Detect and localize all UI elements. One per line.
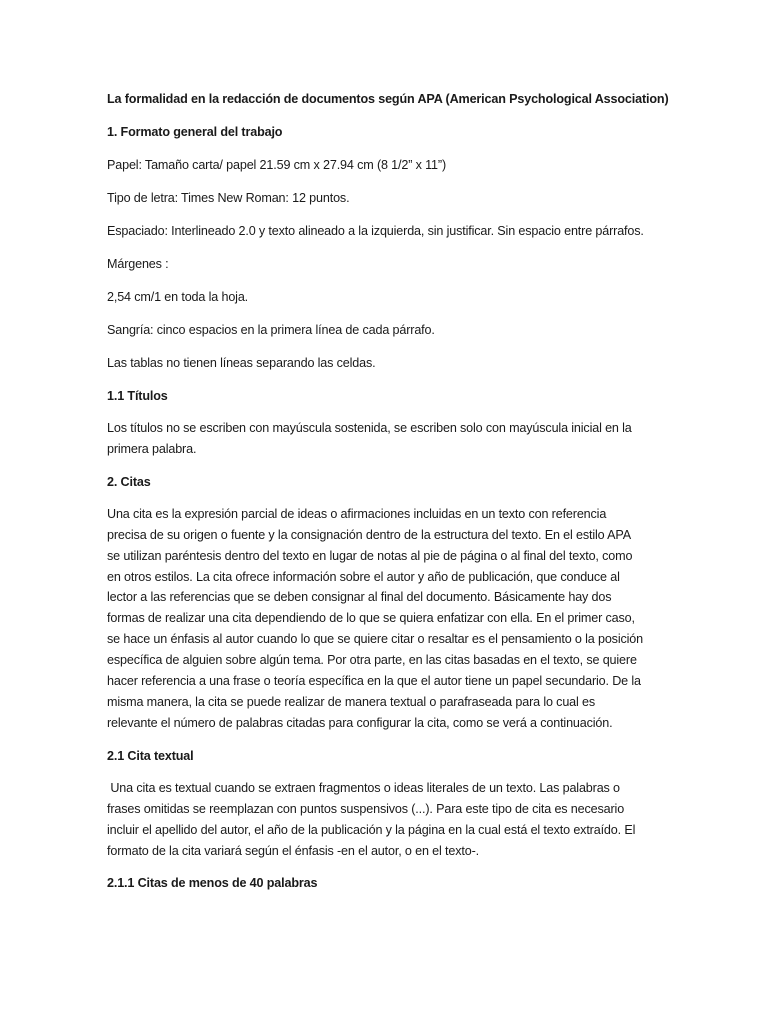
paragraph-citas: [107, 504, 667, 734]
tables-spec: Las tablas no tienen líneas separando las celdas.: [107, 356, 376, 370]
paragraph-cita-textual: [107, 778, 667, 862]
margins-label: Márgenes :: [107, 257, 169, 271]
paper-spec: Papel: Tamaño carta/ papel 21.59 cm x 27.94 cm (8 1/2” x 11”): [107, 158, 446, 172]
heading-formato-general: 1. Formato general del trabajo: [107, 125, 283, 139]
paragraph-line: misma manera, la cita se puede realizar de manera textual o parafraseada para lo cual es: [107, 694, 596, 709]
heading-cita-textual: 2.1 Cita textual: [107, 748, 194, 763]
paragraph-line: específica de alguien sobre algún tema. Por otra parte, en las citas basadas en el texto, se quiere: [107, 653, 637, 668]
paragraph-line: Los títulos no se escriben con mayúscula sostenida, se escriben solo con mayúscula inicial en la: [107, 421, 632, 435]
heading-titulos: 1.1 Títulos: [107, 389, 168, 403]
heading-citas-menos-40: 2.1.1 Citas de menos de 40 palabras: [107, 876, 318, 891]
paragraph-line: se hace un énfasis al autor cuando lo que se quiere citar o resaltar es el pensamiento o la posición: [107, 632, 643, 647]
paragraph-line: hacer referencia a una frase o teoría específica en la que el autor tiene un papel secundario. De la: [107, 674, 641, 689]
paragraph-line: formas de realizar una cita dependiendo de lo que se quiera enfatizar con ella. En el primer caso,: [107, 611, 635, 626]
paragraph-line: lector a las referencias que se deben consignar al final del documento. Básicamente hay dos: [107, 590, 612, 605]
paragraph-line: precisa de su origen o fuente y la consignación dentro de la estructura del texto. En el estilo APA: [107, 527, 631, 542]
font-spec: Tipo de letra: Times New Roman: 12 puntos.: [107, 191, 350, 205]
paragraph-line: en otros estilos. La cita ofrece información sobre el autor y año de publicación, que conduce al: [107, 569, 620, 584]
paragraph-line: primera palabra.: [107, 441, 197, 456]
paragraph-line: se utilizan paréntesis dentro del texto en lugar de notas al pie de página o al final del texto, como: [107, 548, 633, 563]
paragraph-line: formato de la cita variará según el énfasis -en el autor, o en el texto-.: [107, 843, 479, 858]
paragraph-line: incluir el apellido del autor, el año de la publicación y la página en la cual está el texto extraído. El: [107, 822, 636, 837]
indent-spec: Sangría: cinco espacios en la primera línea de cada párrafo.: [107, 323, 435, 337]
document-title: La formalidad en la redacción de documentos según APA (American Psychological Association): [107, 92, 669, 106]
paragraph-line: frases omitidas se reemplazan con puntos suspensivos (...). Para este tipo de cita es necesario: [107, 801, 625, 816]
document-page: [107, 88, 667, 905]
margins-value: 2,54 cm/1 en toda la hoja.: [107, 290, 249, 304]
paragraph-line: Una cita es textual cuando se extraen fragmentos o ideas literales de un texto. Las palabras o: [107, 780, 620, 795]
heading-citas: 2. Citas: [107, 474, 151, 489]
paragraph-line: Una cita es la expresión parcial de ideas o afirmaciones incluidas en un texto con referencia: [107, 506, 607, 521]
paragraph-line: relevante el número de palabras citadas para configurar la cita, como se verá a continuación.: [107, 715, 613, 730]
spacing-spec: Espaciado: Interlineado 2.0 y texto alineado a la izquierda, sin justificar. Sin espacio entre párrafos.: [107, 224, 644, 238]
paragraph-titulos: [107, 418, 667, 460]
